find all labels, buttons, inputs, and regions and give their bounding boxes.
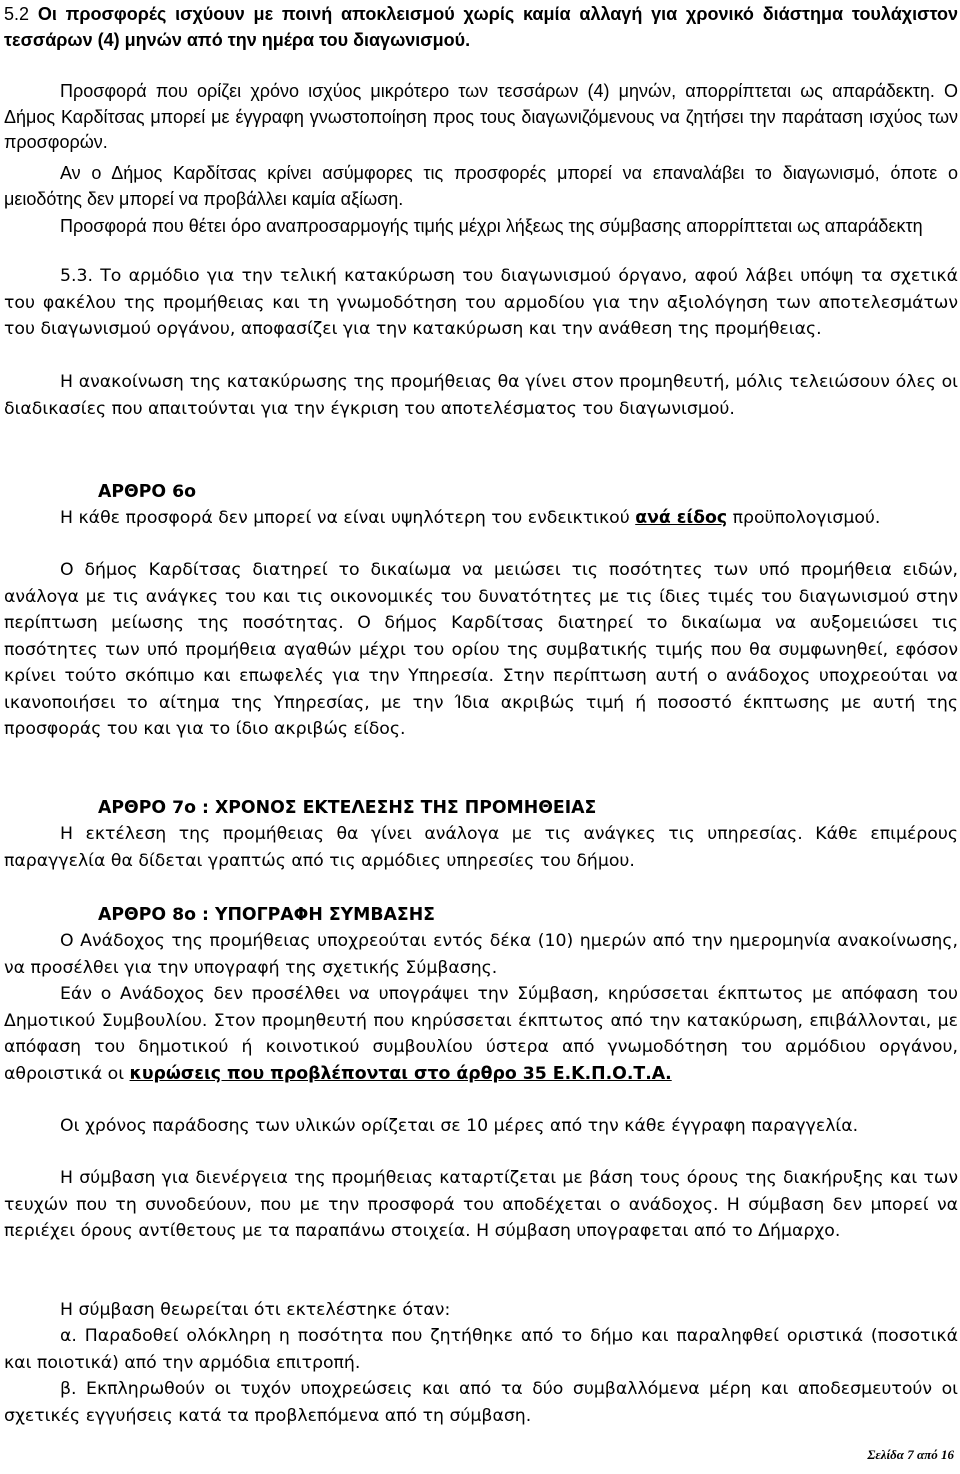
paragraph (4, 821, 958, 874)
paragraph-text: προϋπολογισμού. (727, 508, 881, 528)
paragraph-text: Η εκτέλεση της προμήθειας θα γίνει ανάλογα με τις ανάγκες τις υπηρεσίας. Κάθε επιμέρους παραγγελία θα δίδεται γραπτώς από τις αρμόδιες υπηρεσίες του δήμου. (4, 824, 958, 871)
paragraph-text: Ο Ανάδοχος της προμήθειας υποχρεούται εντός δέκα (10) ημερών από την ημερομηνία ανακοίνωσης, να προσέλθει για την υπογραφή της σχετικής Σύμβασης. (4, 931, 958, 978)
paragraph (4, 557, 958, 743)
list-item-a (4, 1323, 958, 1376)
page-number: Σελίδα 7 από 16 (867, 1447, 954, 1462)
paragraph-text: Η σύμβαση θεωρείται ότι εκτελέστηκε όταν: (60, 1300, 451, 1320)
paragraph-text: Οι χρόνος παράδοσης των υλικών ορίζεται σε 10 μέρες από την κάθε έγγραφη παραγγελία. (60, 1116, 859, 1136)
article-7-heading: ΑΡΘΡΟ 7ο : ΧΡΟΝΟΣ ΕΚΤΕΛΕΣΗΣ ΤΗΣ ΠΡΟΜΗΘΕΙΑΣ (98, 798, 597, 818)
paragraph-text: Προσφορά που ορίζει χρόνο ισχύος μικρότερο των τεσσάρων (4) μηνών, απορρίπτεται ως απαράδεκτη. Ο Δήμος Καρδίτσας μπορεί με έγγραφη γνωστοποίηση προς τους διαγωνιζόμενους να ζητήσει την παράταση ισχύος των προσφορών. (4, 81, 958, 152)
paragraph-text: Ο δήμος Καρδίτσας διατηρεί το δικαίωμα να μειώσει τις ποσότητες των υπό προμήθεια ειδών, ανάλογα με τις ανάγκες του και τις οικονομικές του δυνατότητες με τις ίδιες τιμές του διαγωνισμού στην περίπτωση μείωσης της ποσότητας. Ο δήμος Καρδίτσας διατηρεί το δικαίωμα να αυξομειώσει τις ποσότητες των υπό προμήθεια αγαθών μέχρι του ορίου της συμβατικής τιμής που θα συμφωνηθεί, εφόσον κρίνει τούτο σκόπιμο και επωφελές για την Υπηρεσία. Στην περίπτωση αυτή ο ανάδοχος υποχρεούται να ικανοποιήσει το αίτημα της Υπηρεσίας, με την Ίδια ακριβώς τιμή ή ποσοστό έκπτωσης με αυτή της προσφοράς του και για το ίδιο ακριβώς είδος. (4, 560, 958, 739)
emphasis-text: ανά είδος (635, 508, 728, 528)
section-5-3-paragraph (4, 263, 958, 343)
paragraph (4, 369, 958, 422)
paragraph-text: Η ανακοίνωση της κατακύρωσης της προμήθειας θα γίνει στον προμηθευτή, μόλις τελειώσουν όλες οι διαδικασίες που απαιτούνται για την έγκριση του αποτελέσματος του διαγωνισμού. (4, 372, 958, 419)
paragraph (4, 1165, 958, 1245)
article-6-heading: ΑΡΘΡΟ 6ο (98, 482, 197, 502)
list-item-b (4, 1376, 958, 1429)
paragraph (4, 79, 958, 156)
paragraph-text: Εάν ο Ανάδοχος δεν προσέλθει να υπογράψει την Σύμβαση, κηρύσσεται έκπτωτος με απόφαση του Δημοτικού Συμβουλίου. Στον προμηθευτή που κηρύσσεται έκπτωτος από την κατακύρωση, επιβάλλονται, με απόφαση του δημοτικού ή κοινοτικού συμβουλίου ύστερα από γνωμοδότηση του αρμόδιου οργάνου, αθροιστικά οι (4, 984, 958, 1084)
paragraph (4, 161, 958, 212)
section-number: 5.2 (4, 4, 30, 24)
paragraph (4, 505, 958, 532)
paragraph (4, 1297, 958, 1324)
section-5-2-title (4, 2, 958, 53)
paragraph-text: Η σύμβαση για διενέργεια της προμήθειας καταρτίζεται με βάση τους όρους της διακήρυξης και των τευχών που τη συνοδεύουν, που με την προσφορά του αποδέχεται ο ανάδοχος. Η σύμβαση δεν μπορεί να περιέχει όρους αντίθετους με τα παραπάνω στοιχεία. Η σύμβαση υπογραφεται από το Δήμαρχο. (4, 1168, 958, 1241)
article-8-heading: ΑΡΘΡΟ 8ο : ΥΠΟΓΡΑΦΗ ΣΥΜΒΑΣΗΣ (98, 905, 435, 925)
paragraph-text: Προσφορά που θέτει όρο αναπροσαρμογής τιμής μέχρι λήξεως της σύμβασης απορρίπτεται ως απαράδεκτη (60, 216, 923, 236)
section-title: Οι προσφορές ισχύουν με ποινή αποκλεισμού χωρίς καμία αλλαγή για χρονικό διάστημα τουλάχιστον τεσσάρων (4) μηνών από την ημέρα του διαγωνισμού. (4, 4, 958, 50)
paragraph-text: 5.3. Το αρμόδιο για την τελική κατακύρωση του διαγωνισμού όργανο, αφού λάβει υπόψη τα σχετικά του φακέλου της προμήθειας και τη γνωμοδότηση του αρμοδίου για την αξιολόγηση των αποτελεσμάτων του διαγωνισμού οργάνου, αποφασίζει για την κατακύρωση και την ανάθεση της προμήθειας. (4, 266, 958, 339)
list-item-text: β. Εκπληρωθούν οι τυχόν υποχρεώσεις και από τα δύο συμβαλλόμενα μέρη και αποδεσμευτούν οι σχετικές εγγυήσεις κατά τα προβλεπόμενα από τη σύμβαση. (4, 1379, 958, 1426)
paragraph (4, 1113, 958, 1140)
list-item-text: α. Παραδοθεί ολόκληρη η ποσότητα που ζητήθηκε από το δήμο και παραληφθεί οριστικά (ποσοτικά και ποιοτικά) από την αρμόδια επιτροπή. (4, 1326, 958, 1373)
paragraph (4, 981, 958, 1087)
paragraph (4, 214, 958, 240)
emphasis-text: κυρώσεις που προβλέπονται στο άρθρο 35 Ε.Κ.Π.Ο.Τ.Α. (129, 1063, 672, 1084)
paragraph-text: Αν ο Δήμος Καρδίτσας κρίνει ασύμφορες τις προσφορές μπορεί να επαναλάβει το διαγωνισμό, όποτε ο μειοδότης δεν μπορεί να προβάλλει καμία αξίωση. (4, 163, 958, 209)
paragraph-text: Η κάθε προσφορά δεν μπορεί να είναι υψηλότερη του ενδεικτικού (60, 508, 636, 528)
paragraph (4, 928, 958, 981)
